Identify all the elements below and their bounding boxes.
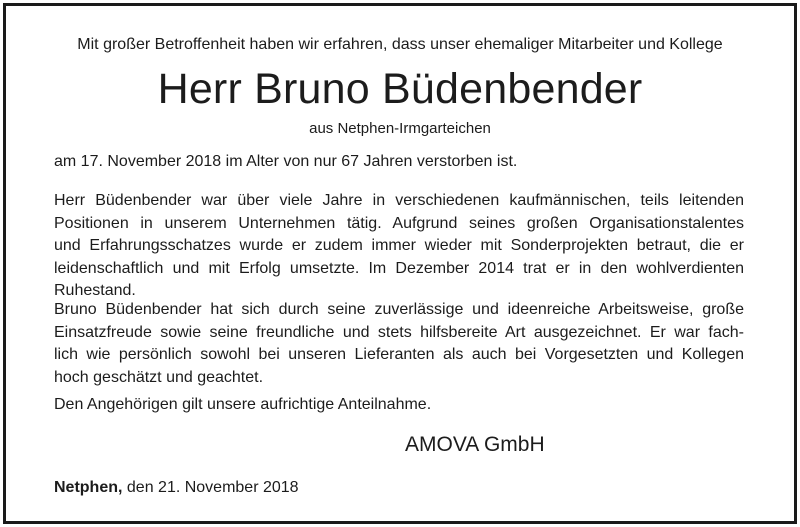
- company-name: AMOVA GmbH: [405, 433, 545, 456]
- paragraph-line: leidenschaftlich und mit Erfolg umsetzte. Im Dezember 2014 trat er in den wohlverdienten: [54, 259, 744, 277]
- paragraph-line: Ruhestand.: [54, 282, 136, 300]
- place-date-line: [54, 478, 299, 498]
- place-name: Netphen,: [54, 479, 123, 496]
- condolence-paragraph: [54, 394, 744, 417]
- career-paragraph: [54, 190, 744, 303]
- paragraph-line: Bruno Büdenbender hat sich durch seine zuverlässige und ideenreiche Arbeitsweise, große: [54, 301, 744, 318]
- intro-text: Mit großer Betroffenheit haben wir erfahren, dass unser ehemaliger Mitarbeiter und Kollege: [77, 36, 723, 53]
- paragraph-line: Positionen in unserem Unternehmen tätig. Aufgrund seines großen Organisationstalentes: [54, 214, 744, 232]
- paragraph-line: Einsatzfreude sowie seine freundliche und stets hilfsbereite Art ausgezeichnet. Er war fach-: [54, 323, 744, 341]
- origin-text: aus Netphen-Irmgarteichen: [309, 120, 491, 137]
- paragraph-line: lich wie persönlich sowohl bei unseren Lieferanten als auch bei Vorgesetzten und Kollegen: [54, 346, 744, 364]
- paragraph-line: und Erfahrungsschatzes wurde er zudem immer wieder mit Sonderprojekten betraut, die er: [54, 237, 744, 255]
- deceased-name: Herr Bruno Büdenbender: [157, 65, 643, 113]
- paragraph-line: hoch geschätzt und geachtet.: [54, 368, 264, 386]
- paragraph-line: Den Angehörigen gilt unsere aufrichtige Anteilnahme.: [54, 396, 432, 413]
- paragraph-line: Herr Büdenbender war über viele Jahre in verschiedenen kaufmännischen, teils leitenden: [54, 192, 744, 209]
- death-statement: am 17. November 2018 im Alter von nur 67 Jahren verstorben ist.: [54, 153, 518, 170]
- notice-date: den 21. November 2018: [122, 479, 299, 496]
- character-paragraph: [54, 299, 744, 389]
